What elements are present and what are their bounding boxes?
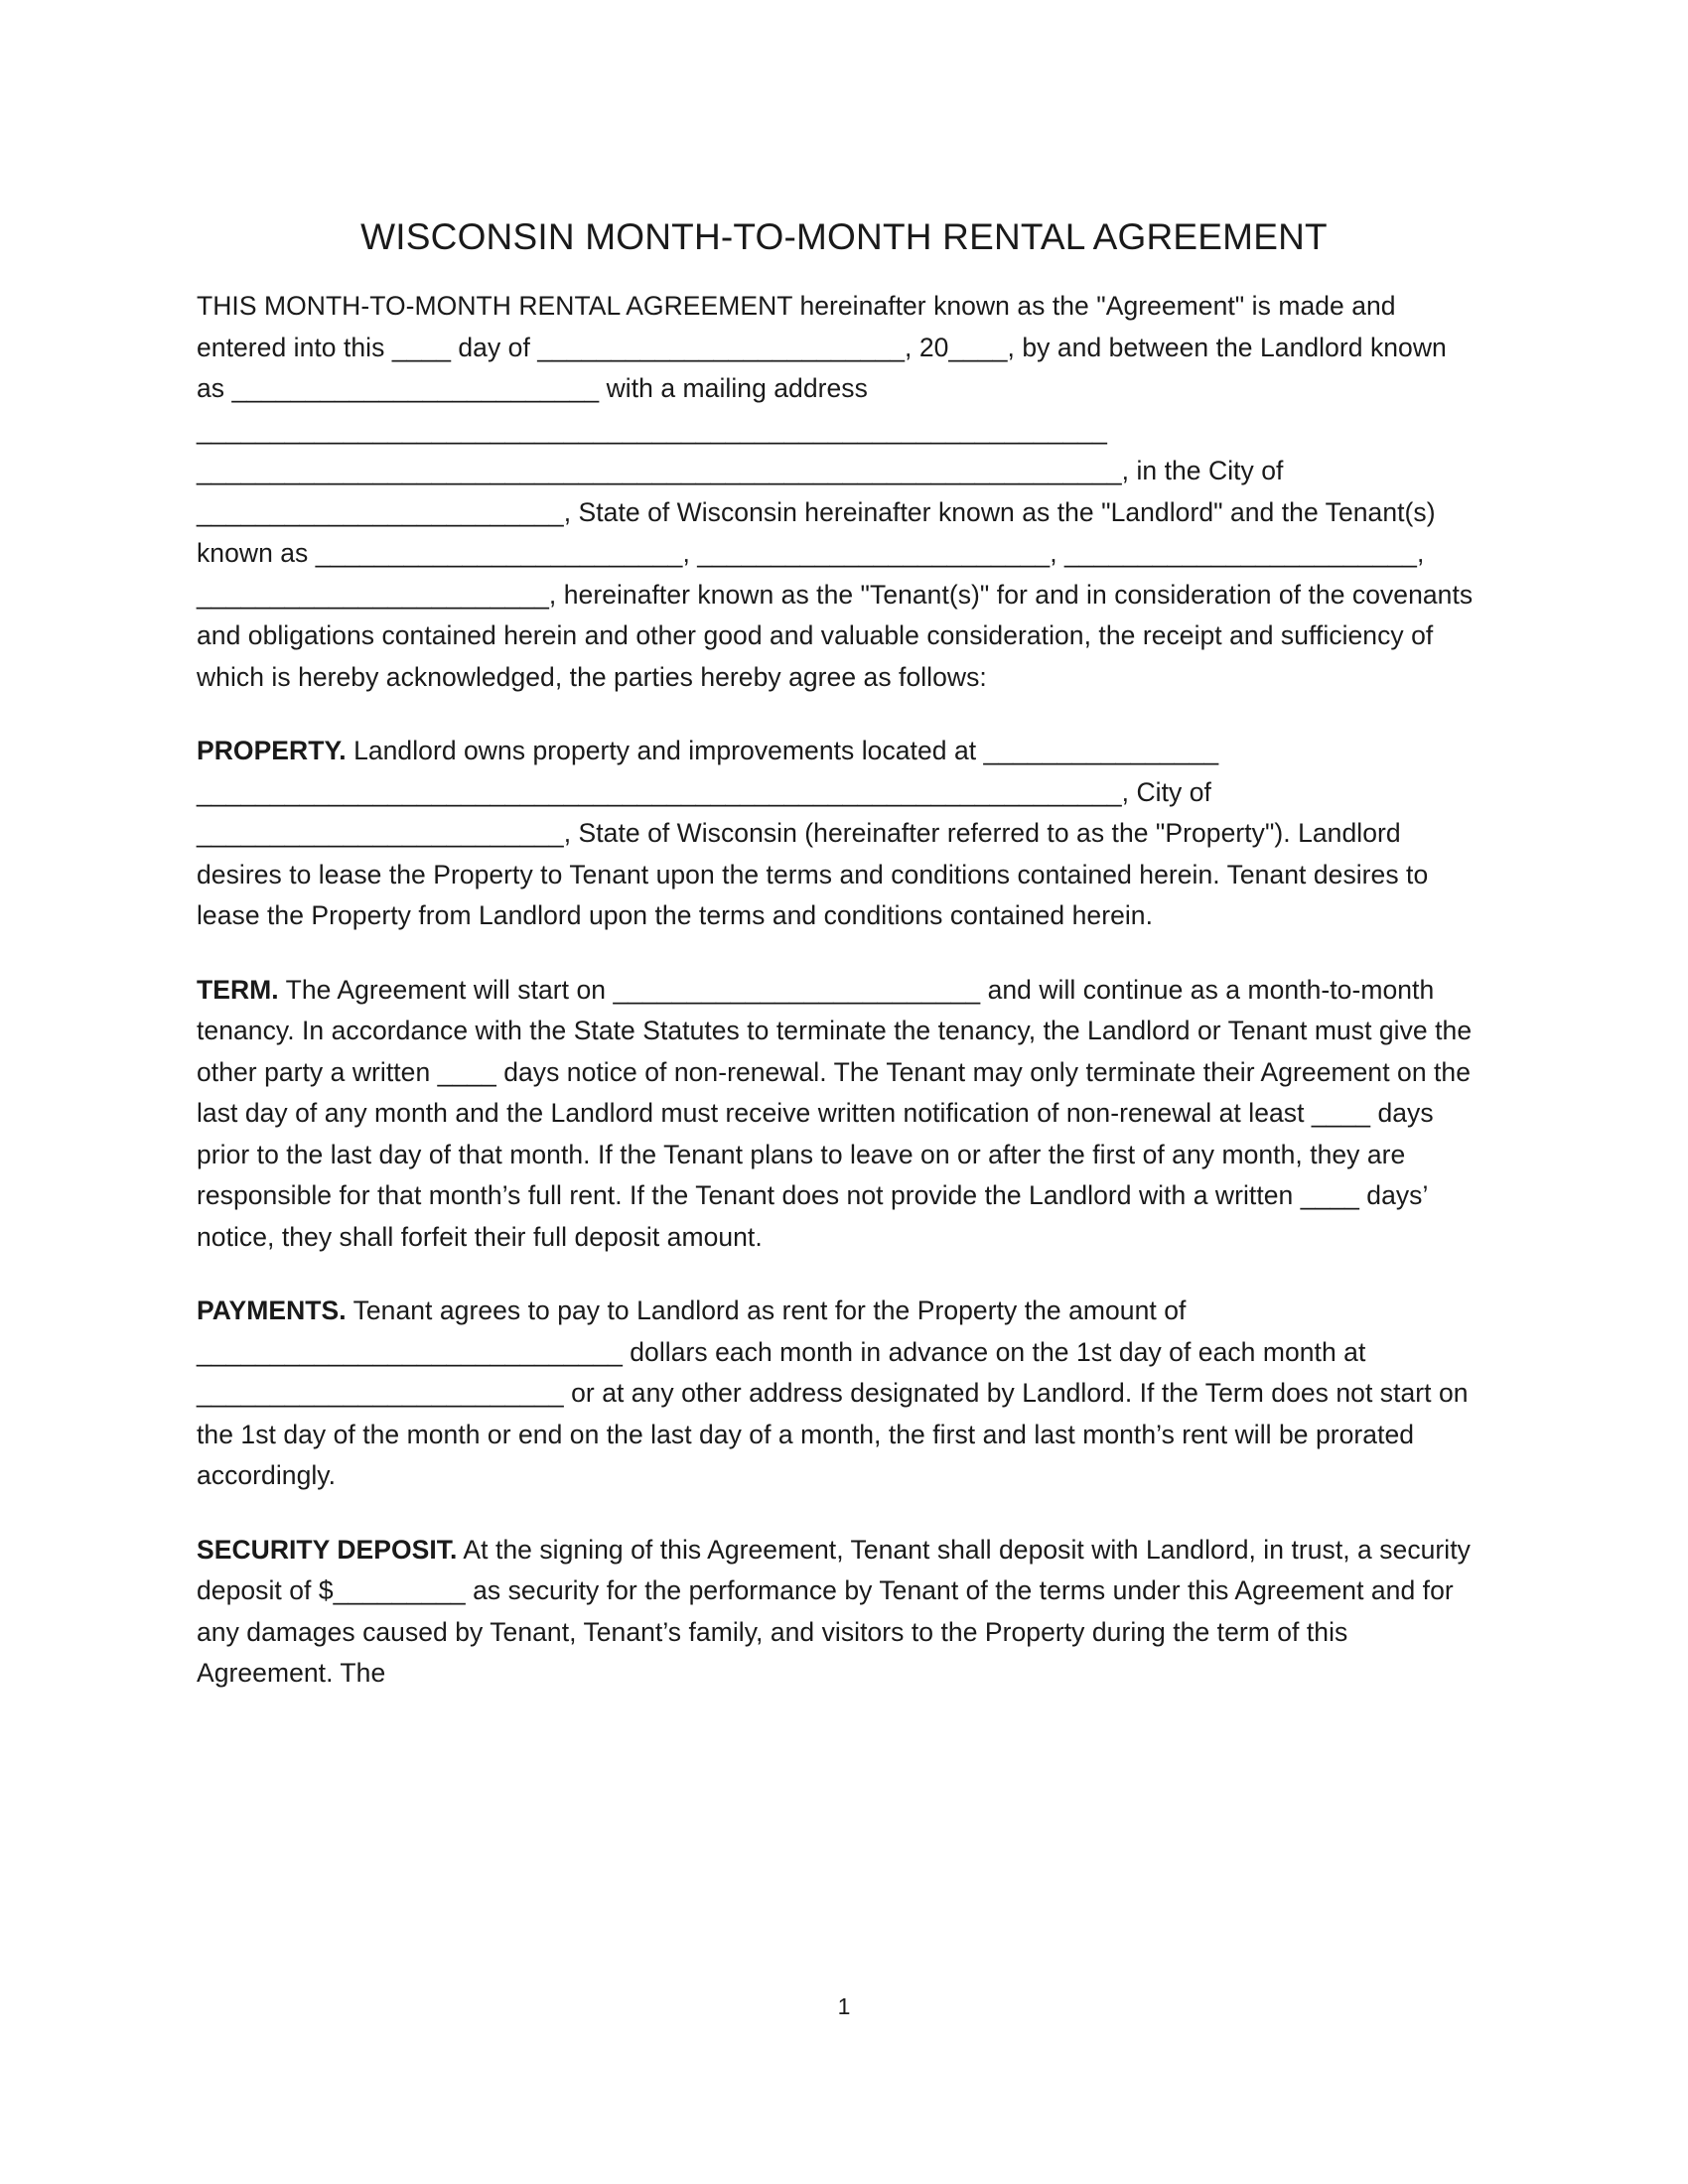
paragraph-security-deposit [197, 1530, 1476, 1695]
section-heading-term: TERM. [197, 974, 279, 1005]
section-heading-property: PROPERTY. [197, 736, 347, 765]
section-heading-payments: PAYMENTS. [197, 1296, 347, 1325]
paragraph-payments-text: Tenant agrees to pay to Landlord as rent for the Property the amount of _____________________________ dollars each month in advance on the 1st day of each month at _________________________ or at any other address designated by Landlord. If the Term does not start on the 1st day of the month or end on the last day of a month, the first and last month’s rent will be prorated accordingly. [197, 1296, 1469, 1490]
paragraph-term-text: The Agreement will start on _________________________ and will continue as a month-to-month tenancy. In accordance with the State Statutes to terminate the tenancy, the Landlord or Tenant must give the other party a written ____ days notice of non-renewal. The Tenant may only terminate their Agreement on the last day of any month and the Landlord must receive written notification of non-renewal at least ____ days prior to the last day of that month. If the Tenant plans to leave on or after the first of any month, they are responsible for that month’s full rent. If the Tenant does not provide the Landlord with a written ____ days’ notice, they shall forfeit their full deposit amount. [197, 974, 1473, 1252]
paragraph-term [197, 970, 1476, 1259]
page-title: WISCONSIN MONTH-TO-MONTH RENTAL AGREEMENT [360, 215, 1328, 257]
paragraph-payments [197, 1291, 1476, 1497]
paragraph-property [197, 731, 1476, 937]
paragraph-security-deposit-text: At the signing of this Agreement, Tenant shall deposit with Landlord, in trust, a security deposit of $_________ as security for the performance by Tenant of the terms under this Agreement and for any damages caused by Tenant, Tenant’s family, and visitors to the Property during the term of this Agreement. The [197, 1534, 1471, 1688]
section-heading-security-deposit: SECURITY DEPOSIT. [197, 1534, 458, 1565]
paragraph-intro [197, 286, 1476, 698]
page-number: 1 [837, 1993, 851, 2019]
paragraph-intro-text: THIS MONTH-TO-MONTH RENTAL AGREEMENT hereinafter known as the "Agreement" is made and entered into this ____ day of _________________________, 20____, by and between the Landlord known as _________________________ with a mailing address ______________________________________________________________ _______________________________________________________________, in the City of _________________________, State of Wisconsin hereinafter known as the "Landlord" and the Tenant(s) known as _________________________, ________________________, ________________________, ________________________, hereinafter known as the "Tenant(s)" for and in consideration of the covenants and obligations contained herein and other good and valuable consideration, the receipt and sufficiency of which is hereby acknowledged, the parties hereby agree as follows: [197, 291, 1474, 692]
document-body [197, 286, 1476, 1695]
paragraph-property-text: Landlord owns property and improvements located at ________________ _______________________________________________________________, City of _________________________, State of Wisconsin (hereinafter referred to as the "Property"). Landlord desires to lease the Property to Tenant upon the terms and conditions contained herein. Tenant desires to lease the Property from Landlord upon the terms and conditions contained herein. [197, 736, 1429, 930]
